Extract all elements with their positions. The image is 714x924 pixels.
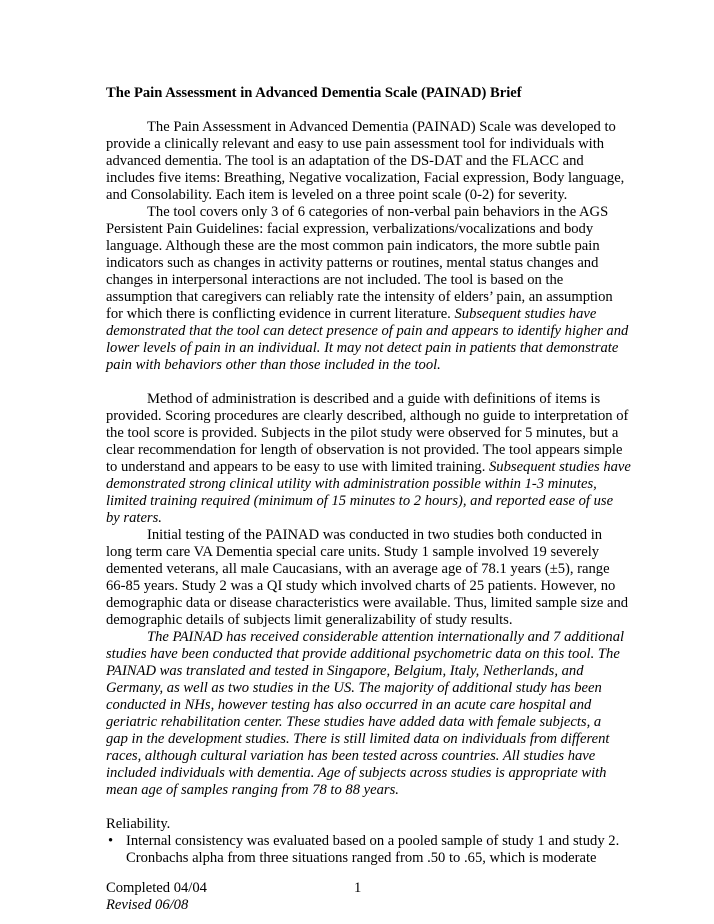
bullet-line: Cronbachs alpha from three situations ranged from .50 to .65, which is moderate <box>126 850 597 866</box>
p2-italic-line: lower levels of pain in an individual. It may not detect pain in patients that demonstrate <box>106 340 619 356</box>
p2-line: Persistent Pain Guidelines: facial expression, verbalizations/vocalizations and body <box>106 221 594 237</box>
p4-line: 66-85 years. Study 2 was a QI study which involved charts of 25 patients. However, no <box>106 578 616 594</box>
p2-line <box>106 306 596 323</box>
p3-line: clear recommendation for length of observation is not provided. The tool appears simple <box>106 442 623 458</box>
p2-italic-line: demonstrated that the tool can detect presence of pain and appears to identify higher and <box>106 323 629 339</box>
footer-completed: Completed 04/04 <box>106 880 207 896</box>
p1-line: provide a clinically relevant and easy to use pain assessment tool for individuals with <box>106 136 605 152</box>
p3-italic-line: by raters. <box>106 510 162 526</box>
p2-line: indicators such as changes in activity patterns or routines, mental status changes and <box>106 255 599 271</box>
p5-line: PAINAD was translated and tested in Singapore, Belgium, Italy, Netherlands, and <box>106 663 584 679</box>
p5-line: races, although cultural variation has been tested across countries. All studies have <box>106 748 596 764</box>
p2-line: language. Although these are the most common pain indicators, the more subtle pain <box>106 238 600 254</box>
document-title: The Pain Assessment in Advanced Dementia Scale (PAINAD) Brief <box>106 85 522 101</box>
p2-line: changes in interpersonal interactions are not included. The tool is based on the <box>106 272 564 288</box>
p5-line: gap in the development studies. There is still limited data on individuals from different <box>106 731 610 747</box>
p5-line: mean age of samples ranging from 78 to 88 years. <box>106 782 399 798</box>
p2-italic-start: Subsequent studies have <box>450 306 597 322</box>
p2-italic-line: pain with behaviors other than those included in the tool. <box>106 357 441 373</box>
p4-line: demographic data or disease characteristics were available. Thus, limited sample size and <box>106 595 629 611</box>
p1-line: advanced dementia. The tool is an adaptation of the DS-DAT and the FLACC and <box>106 153 584 169</box>
p5-line: included individuals with dementia. Age of subjects across studies is appropriate with <box>106 765 607 781</box>
bullet-line: Internal consistency was evaluated based on a pooled sample of study 1 and study 2. <box>126 833 620 849</box>
p1-line: The Pain Assessment in Advanced Dementia (PAINAD) Scale was developed to <box>147 119 616 135</box>
p2-line: assumption that caregivers can reliably rate the intensity of elders’ pain, an assumption <box>106 289 613 305</box>
p5-line: conducted in NHs, however testing has also occurred in an acute care hospital and <box>106 697 592 713</box>
footer-revised: Revised 06/08 <box>106 897 189 913</box>
p1-line: and Consolability. Each item is leveled on a three point scale (0-2) for severity. <box>106 187 568 203</box>
p2-line: The tool covers only 3 of 6 categories of non-verbal pain behaviors in the AGS <box>147 204 609 220</box>
p3-line <box>106 459 631 476</box>
p1-line: includes five items: Breathing, Negative vocalization, Facial expression, Body language, <box>106 170 625 186</box>
p3-italic-start: Subsequent studies have <box>485 459 631 475</box>
p3-line-text: to understand and appears to be easy to use with limited training. <box>106 459 486 475</box>
p4-line: demographic details of subjects limit generalizability of study results. <box>106 612 513 628</box>
p5-line: Germany, as well as two studies in the US. The majority of additional study has been <box>106 680 602 696</box>
p3-line: Method of administration is described and a guide with definitions of items is <box>147 391 601 407</box>
p3-line: the tool score is provided. Subjects in the pilot study were observed for 5 minutes, but a <box>106 425 619 441</box>
p5-line: geriatric rehabilitation center. These studies have added data with female subjects, a <box>106 714 602 730</box>
p3-italic-line: limited training required (minimum of 15 minutes to 2 hours), and reported ease of use <box>106 493 614 509</box>
footer-page-number: 1 <box>354 880 362 896</box>
p4-line: Initial testing of the PAINAD was conducted in two studies both conducted in <box>147 527 603 543</box>
p5-line: The PAINAD has received considerable attention internationally and 7 additional <box>147 629 625 645</box>
p4-line: long term care VA Dementia special care units. Study 1 sample involved 19 severely <box>106 544 600 560</box>
reliability-heading: Reliability. <box>106 816 171 832</box>
bullet-icon: • <box>108 833 114 849</box>
p3-line: provided. Scoring procedures are clearly described, although no guide to interpretation of <box>106 408 629 424</box>
p5-line: studies have been conducted that provide additional psychometric data on this tool. The <box>106 646 620 662</box>
p4-line: demented veterans, all male Caucasians, with an average age of 78.1 years (±5), range <box>106 561 610 577</box>
p3-italic-line: demonstrated strong clinical utility with administration possible within 1-3 minutes, <box>106 476 597 492</box>
p2-line-text: for which there is conflicting evidence in current literature. <box>106 306 451 322</box>
